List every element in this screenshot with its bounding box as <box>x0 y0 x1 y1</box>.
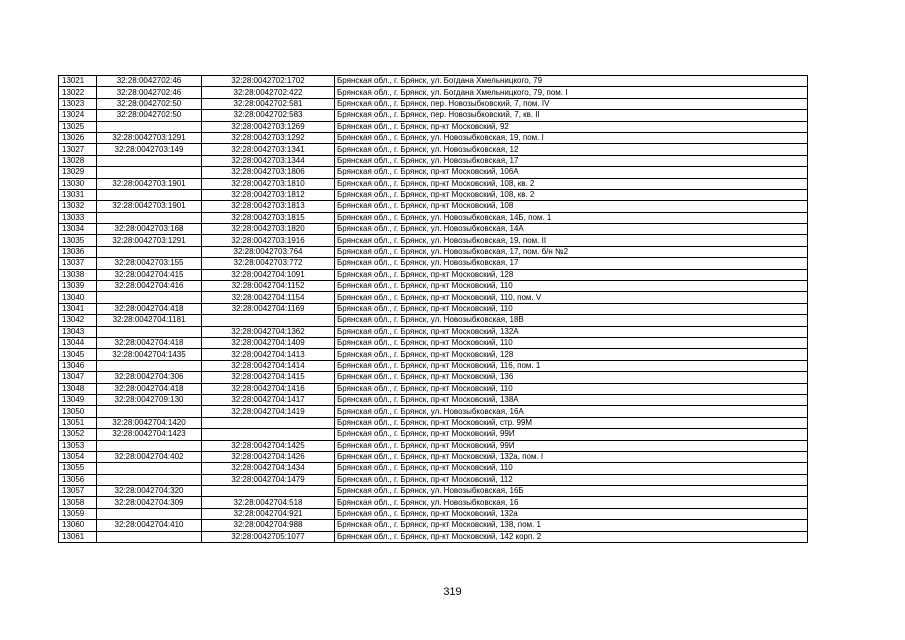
record-number-cell: 13025 <box>59 121 97 132</box>
object-cadastral-number-cell: 32:28:0042703:764 <box>202 246 335 257</box>
table-row <box>59 451 808 462</box>
address-cell: Брянская обл., г. Брянск, пр-кт Московский, 138А <box>335 394 808 405</box>
record-number-cell: 13035 <box>59 235 97 246</box>
record-number-cell: 13034 <box>59 224 97 235</box>
table-row <box>59 189 808 200</box>
parcel-cadastral-number-cell: 32:28:0042703:1901 <box>97 201 202 212</box>
address-cell: Брянская обл., г. Брянск, пр-кт Московский, 112 <box>335 474 808 485</box>
parcel-cadastral-number-cell: 32:28:0042704:1181 <box>97 315 202 326</box>
object-cadastral-number-cell: 32:28:0042704:1362 <box>202 326 335 337</box>
parcel-cadastral-number-cell: 32:28:0042704:309 <box>97 497 202 508</box>
object-cadastral-number-cell: 32:28:0042704:1415 <box>202 372 335 383</box>
record-number-cell: 13050 <box>59 406 97 417</box>
address-cell: Брянская обл., г. Брянск, ул. Богдана Хмельницкого, 79, пом. I <box>335 87 808 98</box>
object-cadastral-number-cell <box>202 486 335 497</box>
address-cell: Брянская обл., г. Брянск, ул. Богдана Хмельницкого, 79 <box>335 76 808 87</box>
address-cell: Брянская обл., г. Брянск, ул. Новозыбковская, 17 <box>335 155 808 166</box>
table-row <box>59 531 808 542</box>
parcel-cadastral-number-cell: 32:28:0042704:1435 <box>97 349 202 360</box>
table-row <box>59 394 808 405</box>
address-cell: Брянская обл., г. Брянск, пр-кт Московский, 128 <box>335 349 808 360</box>
parcel-cadastral-number-cell <box>97 531 202 542</box>
address-cell: Брянская обл., г. Брянск, пр-кт Московский, 116, пом. 1 <box>335 360 808 371</box>
address-cell: Брянская обл., г. Брянск, пр-кт Московский, 138, пом. 1 <box>335 520 808 531</box>
parcel-cadastral-number-cell: 32:28:0042704:418 <box>97 303 202 314</box>
object-cadastral-number-cell: 32:28:0042703:1813 <box>202 201 335 212</box>
parcel-cadastral-number-cell: 32:28:0042704:415 <box>97 269 202 280</box>
address-cell: Брянская обл., г. Брянск, пр-кт Московский, 110 <box>335 463 808 474</box>
object-cadastral-number-cell: 32:28:0042703:1341 <box>202 144 335 155</box>
object-cadastral-number-cell: 32:28:0042703:1806 <box>202 167 335 178</box>
object-cadastral-number-cell: 32:28:0042704:1409 <box>202 337 335 348</box>
object-cadastral-number-cell: 32:28:0042702:581 <box>202 98 335 109</box>
table-row <box>59 326 808 337</box>
parcel-cadastral-number-cell: 32:28:0042703:149 <box>97 144 202 155</box>
address-cell: Брянская обл., г. Брянск, ул. Новозыбковская, 16Б <box>335 486 808 497</box>
record-number-cell: 13039 <box>59 281 97 292</box>
table-row <box>59 87 808 98</box>
table-row <box>59 246 808 257</box>
parcel-cadastral-number-cell <box>97 292 202 303</box>
parcel-cadastral-number-cell: 32:28:0042709:130 <box>97 394 202 405</box>
address-cell: Брянская обл., г. Брянск, ул. Новозыбковская, 16 <box>335 497 808 508</box>
parcel-cadastral-number-cell: 32:28:0042703:1291 <box>97 132 202 143</box>
parcel-cadastral-number-cell <box>97 212 202 223</box>
record-number-cell: 13033 <box>59 212 97 223</box>
address-cell: Брянская обл., г. Брянск, ул. Новозыбковская, 16А <box>335 406 808 417</box>
table-row <box>59 315 808 326</box>
table-row <box>59 121 808 132</box>
object-cadastral-number-cell: 32:28:0042704:1425 <box>202 440 335 451</box>
record-number-cell: 13040 <box>59 292 97 303</box>
parcel-cadastral-number-cell: 32:28:0042702:50 <box>97 98 202 109</box>
object-cadastral-number-cell: 32:28:0042704:1152 <box>202 281 335 292</box>
object-cadastral-number-cell: 32:28:0042703:1815 <box>202 212 335 223</box>
record-number-cell: 13027 <box>59 144 97 155</box>
object-cadastral-number-cell: 32:28:0042704:1154 <box>202 292 335 303</box>
parcel-cadastral-number-cell: 32:28:0042704:402 <box>97 451 202 462</box>
record-number-cell: 13056 <box>59 474 97 485</box>
table-row <box>59 486 808 497</box>
table-row <box>59 98 808 109</box>
record-number-cell: 13061 <box>59 531 97 542</box>
parcel-cadastral-number-cell: 32:28:0042704:410 <box>97 520 202 531</box>
record-number-cell: 13038 <box>59 269 97 280</box>
address-cell: Брянская обл., г. Брянск, пр-кт Московский, 99И <box>335 440 808 451</box>
object-cadastral-number-cell: 32:28:0042704:1091 <box>202 269 335 280</box>
parcel-cadastral-number-cell <box>97 121 202 132</box>
table-row <box>59 508 808 519</box>
address-cell: Брянская обл., г. Брянск, пр-кт Московский, 106А <box>335 167 808 178</box>
record-number-cell: 13041 <box>59 303 97 314</box>
object-cadastral-number-cell: 32:28:0042702:1702 <box>202 76 335 87</box>
address-cell: Брянская обл., г. Брянск, пер. Новозыбковский, 7, пом. IV <box>335 98 808 109</box>
object-cadastral-number-cell: 32:28:0042704:921 <box>202 508 335 519</box>
table-row <box>59 360 808 371</box>
parcel-cadastral-number-cell: 32:28:0042704:320 <box>97 486 202 497</box>
parcel-cadastral-number-cell: 32:28:0042703:155 <box>97 258 202 269</box>
address-cell: Брянская обл., г. Брянск, ул. Новозыбковская, 17, пом. б/н №2 <box>335 246 808 257</box>
parcel-cadastral-number-cell: 32:28:0042703:1291 <box>97 235 202 246</box>
parcel-cadastral-number-cell: 32:28:0042703:168 <box>97 224 202 235</box>
address-cell: Брянская обл., г. Брянск, пр-кт Московский, 108, кв. 2 <box>335 189 808 200</box>
parcel-cadastral-number-cell <box>97 474 202 485</box>
parcel-cadastral-number-cell <box>97 326 202 337</box>
record-number-cell: 13029 <box>59 167 97 178</box>
address-cell: Брянская обл., г. Брянск, пр-кт Московский, 110 <box>335 337 808 348</box>
table-row <box>59 372 808 383</box>
address-cell: Брянская обл., г. Брянск, ул. Новозыбковская, 17 <box>335 258 808 269</box>
table-row <box>59 440 808 451</box>
table-row <box>59 76 808 87</box>
parcel-cadastral-number-cell <box>97 406 202 417</box>
table-row <box>59 178 808 189</box>
parcel-cadastral-number-cell: 32:28:0042702:46 <box>97 76 202 87</box>
object-cadastral-number-cell: 32:28:0042703:1810 <box>202 178 335 189</box>
record-number-cell: 13044 <box>59 337 97 348</box>
address-cell: Брянская обл., г. Брянск, пр-кт Московский, 110, пом. V <box>335 292 808 303</box>
parcel-cadastral-number-cell: 32:28:0042703:1901 <box>97 178 202 189</box>
parcel-cadastral-number-cell: 32:28:0042704:1420 <box>97 417 202 428</box>
table-row <box>59 269 808 280</box>
table-row <box>59 463 808 474</box>
record-number-cell: 13060 <box>59 520 97 531</box>
record-number-cell: 13031 <box>59 189 97 200</box>
record-number-cell: 13055 <box>59 463 97 474</box>
table-row <box>59 110 808 121</box>
table-row <box>59 383 808 394</box>
parcel-cadastral-number-cell <box>97 463 202 474</box>
record-number-cell: 13051 <box>59 417 97 428</box>
record-number-cell: 13032 <box>59 201 97 212</box>
object-cadastral-number-cell: 32:28:0042703:1812 <box>202 189 335 200</box>
object-cadastral-number-cell: 32:28:0042702:422 <box>202 87 335 98</box>
address-cell: Брянская обл., г. Брянск, пр-кт Московский, 99И <box>335 429 808 440</box>
address-cell: Брянская обл., г. Брянск, пр-кт Московский, 142 корп. 2 <box>335 531 808 542</box>
address-cell: Брянская обл., г. Брянск, пр-кт Московский, 132а <box>335 508 808 519</box>
parcel-cadastral-number-cell <box>97 440 202 451</box>
table-row <box>59 132 808 143</box>
record-number-cell: 13049 <box>59 394 97 405</box>
record-number-cell: 13022 <box>59 87 97 98</box>
table-body <box>59 76 808 543</box>
record-number-cell: 13036 <box>59 246 97 257</box>
table-row <box>59 201 808 212</box>
record-number-cell: 13037 <box>59 258 97 269</box>
document-table <box>58 75 808 543</box>
table-row <box>59 144 808 155</box>
object-cadastral-number-cell: 32:28:0042703:1820 <box>202 224 335 235</box>
object-cadastral-number-cell: 32:28:0042703:772 <box>202 258 335 269</box>
record-number-cell: 13026 <box>59 132 97 143</box>
table-row <box>59 429 808 440</box>
object-cadastral-number-cell: 32:28:0042704:1426 <box>202 451 335 462</box>
table-row <box>59 349 808 360</box>
page-number: 319 <box>443 586 462 598</box>
object-cadastral-number-cell: 32:28:0042704:1479 <box>202 474 335 485</box>
record-number-cell: 13028 <box>59 155 97 166</box>
address-cell: Брянская обл., г. Брянск, пр-кт Московский, 132А <box>335 326 808 337</box>
object-cadastral-number-cell: 32:28:0042703:1916 <box>202 235 335 246</box>
parcel-cadastral-number-cell: 32:28:0042704:416 <box>97 281 202 292</box>
parcel-cadastral-number-cell: 32:28:0042704:418 <box>97 337 202 348</box>
table-row <box>59 417 808 428</box>
table-row <box>59 258 808 269</box>
address-cell: Брянская обл., г. Брянск, пр-кт Московский, 110 <box>335 281 808 292</box>
parcel-cadastral-number-cell <box>97 155 202 166</box>
address-cell: Брянская обл., г. Брянск, ул. Новозыбковская, 12 <box>335 144 808 155</box>
record-number-cell: 13053 <box>59 440 97 451</box>
address-cell: Брянская обл., г. Брянск, пер. Новозыбковский, 7, кв. II <box>335 110 808 121</box>
object-cadastral-number-cell <box>202 429 335 440</box>
record-number-cell: 13048 <box>59 383 97 394</box>
record-number-cell: 13057 <box>59 486 97 497</box>
address-cell: Брянская обл., г. Брянск, пр-кт Московский, 108 <box>335 201 808 212</box>
record-number-cell: 13043 <box>59 326 97 337</box>
object-cadastral-number-cell <box>202 417 335 428</box>
address-cell: Брянская обл., г. Брянск, пр-кт Московский, 110 <box>335 383 808 394</box>
object-cadastral-number-cell: 32:28:0042704:1413 <box>202 349 335 360</box>
parcel-cadastral-number-cell: 32:28:0042704:1423 <box>97 429 202 440</box>
record-number-cell: 13054 <box>59 451 97 462</box>
record-number-cell: 13046 <box>59 360 97 371</box>
address-cell: Брянская обл., г. Брянск, пр-кт Московский, 92 <box>335 121 808 132</box>
address-cell: Брянская обл., г. Брянск, ул. Новозыбковская, 14Б, пом. 1 <box>335 212 808 223</box>
table-row <box>59 212 808 223</box>
address-cell: Брянская обл., г. Брянск, пр-кт Московский, 110 <box>335 303 808 314</box>
object-cadastral-number-cell: 32:28:0042704:1416 <box>202 383 335 394</box>
object-cadastral-number-cell: 32:28:0042704:1419 <box>202 406 335 417</box>
table-row <box>59 337 808 348</box>
table-row <box>59 235 808 246</box>
record-number-cell: 13021 <box>59 76 97 87</box>
record-number-cell: 13045 <box>59 349 97 360</box>
address-cell: Брянская обл., г. Брянск, ул. Новозыбковская, 14А <box>335 224 808 235</box>
object-cadastral-number-cell: 32:28:0042704:988 <box>202 520 335 531</box>
record-number-cell: 13023 <box>59 98 97 109</box>
object-cadastral-number-cell: 32:28:0042704:518 <box>202 497 335 508</box>
table-row <box>59 292 808 303</box>
record-number-cell: 13058 <box>59 497 97 508</box>
table-row <box>59 520 808 531</box>
parcel-cadastral-number-cell: 32:28:0042702:50 <box>97 110 202 121</box>
object-cadastral-number-cell: 32:28:0042704:1417 <box>202 394 335 405</box>
parcel-cadastral-number-cell: 32:28:0042704:418 <box>97 383 202 394</box>
object-cadastral-number-cell: 32:28:0042702:583 <box>202 110 335 121</box>
parcel-cadastral-number-cell <box>97 508 202 519</box>
parcel-cadastral-number-cell: 32:28:0042704:306 <box>97 372 202 383</box>
object-cadastral-number-cell: 32:28:0042704:1414 <box>202 360 335 371</box>
parcel-cadastral-number-cell: 32:28:0042702:46 <box>97 87 202 98</box>
table-row <box>59 474 808 485</box>
object-cadastral-number-cell: 32:28:0042704:1434 <box>202 463 335 474</box>
record-number-cell: 13047 <box>59 372 97 383</box>
object-cadastral-number-cell: 32:28:0042703:1344 <box>202 155 335 166</box>
parcel-cadastral-number-cell <box>97 360 202 371</box>
object-cadastral-number-cell: 32:28:0042705:1077 <box>202 531 335 542</box>
table-row <box>59 155 808 166</box>
address-cell: Брянская обл., г. Брянск, пр-кт Московский, 136 <box>335 372 808 383</box>
table-row <box>59 406 808 417</box>
object-cadastral-number-cell: 32:28:0042703:1292 <box>202 132 335 143</box>
object-cadastral-number-cell: 32:28:0042704:1169 <box>202 303 335 314</box>
table-row <box>59 303 808 314</box>
object-cadastral-number-cell <box>202 315 335 326</box>
address-cell: Брянская обл., г. Брянск, пр-кт Московский, 108, кв. 2 <box>335 178 808 189</box>
record-number-cell: 13030 <box>59 178 97 189</box>
address-cell: Брянская обл., г. Брянск, ул. Новозыбковская, 19, пом. II <box>335 235 808 246</box>
parcel-cadastral-number-cell <box>97 189 202 200</box>
table-row <box>59 497 808 508</box>
table-row <box>59 281 808 292</box>
address-cell: Брянская обл., г. Брянск, ул. Новозыбковская, 18В <box>335 315 808 326</box>
address-cell: Брянская обл., г. Брянск, пр-кт Московский, стр. 99М <box>335 417 808 428</box>
record-number-cell: 13052 <box>59 429 97 440</box>
record-number-cell: 13059 <box>59 508 97 519</box>
object-cadastral-number-cell: 32:28:0042703:1269 <box>202 121 335 132</box>
table-row <box>59 224 808 235</box>
parcel-cadastral-number-cell <box>97 246 202 257</box>
record-number-cell: 13024 <box>59 110 97 121</box>
table-row <box>59 167 808 178</box>
record-number-cell: 13042 <box>59 315 97 326</box>
address-cell: Брянская обл., г. Брянск, пр-кт Московский, 128 <box>335 269 808 280</box>
parcel-cadastral-number-cell <box>97 167 202 178</box>
address-cell: Брянская обл., г. Брянск, ул. Новозыбковская, 19, пом. I <box>335 132 808 143</box>
address-cell: Брянская обл., г. Брянск, пр-кт Московский, 132а, пом. I <box>335 451 808 462</box>
